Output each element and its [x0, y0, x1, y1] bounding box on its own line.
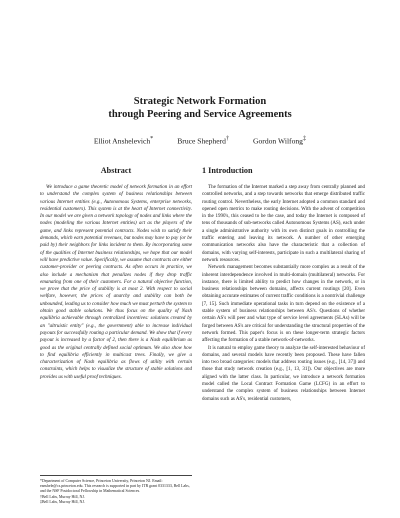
author-list — [0, 135, 400, 146]
author-name: Gordon Wilfong — [253, 136, 303, 146]
footnote: ‡Bell Labs, Murray Hill, NJ. — [40, 499, 85, 504]
footnote: †Bell Labs, Murray Hill, NJ. — [40, 494, 85, 499]
paper-title-line-2: through Peering and Service Agreements — [108, 109, 292, 120]
abstract-heading: Abstract — [100, 166, 132, 175]
author-mark: † — [225, 135, 230, 142]
left-column — [40, 166, 192, 381]
footnote: *Department of Computer Science, Princeton University, Princeton NJ. Email: eanshele@cs.princeton.edu. This research is supported in part by ITR grant 0331333, Bell Labs, and the NSF Postdoctoral Fellowship in Mathematical Sciences. — [40, 479, 190, 494]
intro-paragraph: Network management becomes substantially more complex as a result of the inherent interdependence involved in multi-domain (multilateral) networks. For instance, there is limited ability to predict how changes in the network, or in business relationships between domains, affects current routings [20]. Even obtaining accurate estimates of current traffic conditions is a nontrivial challenge [7, 15]. Such immediate operational tasks in turn depend on the existence of a stable system of business relationships between AS's. Questions of whether certain AS's will peer and what type of service level agreements (SLAs) will be forged between AS's are critical for understanding the structural properties of the network formed. This paper's focus is on these longer-term strategic factors affecting the formation of a stable network-of-networks. — [202, 265, 365, 344]
introduction-heading: 1 Introduction — [202, 166, 253, 175]
author-mark: * — [150, 135, 154, 142]
intro-paragraph: It is natural to employ game theory to analyze the self-interested behaviour of domains, and several models have recently been proposed. These have fallen into two broad categories: models that address routing issues (e.g., [14, 37]) and those that study network creation (e.g., [1, 13, 31]). Our objectives are more aligned with the latter class. In particular, we introduce a network formation model called the Local Contract Formation Game (LCFG) in an effort to understand the complex system of business relationships between Internet domains such as AS's, residential customers, — [202, 345, 365, 402]
right-column — [202, 166, 365, 403]
intro-paragraph: The formation of the Internet marked a step away from centrally planned and controlled networks, and a step towards networks that emerge distributed traffic routing control. Nevertheless, the early Internet adopted a common standard and opened open metrics to make routing decisions. With the advent of competition in the 1990's, this ceased to be the case, and today the Internet is composed of tens of thousands of sub-networks called Autonomous Systems (AS), each under a single administrative authority with its own distinct goals in controlling the traffic entering and leaving its network. A number of other emerging communication networks also have the characteristic that a collection of domains, with varying self-interests, participate in such a multilateral sharing of network resources. — [202, 185, 365, 263]
author-name: Bruce Shepherd — [177, 136, 226, 146]
author-mark: ‡ — [302, 135, 307, 142]
abstract-text: We introduce a game theoretic model of network formation in an effort to understand the complex system of business relationships between various Internet entities (e.g., Autonomous Systems, enterprise networks, residential customers). This system is at the heart of Internet connectivity. In our model we are given a network topology of nodes and links where the nodes (modeling the various Internet entities) act as the players of the game, and links represent potential contracts. Nodes wish to satisfy their demands, which earn potential revenues, but nodes may have to pay (or be paid by) their neighbors for links incident to them. By incorporating some of the qualities of Internet business relationships, we hope that our model will have predictive value. Specifically, we assume that contracts are either customer-provider or peering contracts. As often occurs in practice, we also include a mechanism that penalizes nodes if they drop traffic emanating from one of their customers. For a natural objective function, we prove that the price of stability is at most 2. With respect to social welfare, however, the prices of anarchy and stability can both be unbounded, leading us to consider how much we must perturb the system to obtain good stable solutions. We thus focus on the quality of Nash equilibria achievable through centralized incentives: solutions created by an "altruistic entity" (e.g., the government) able to increase individual payouts for successfully routing a particular demand. We show that if every payout is increased by a factor of 2, then there is a Nash equilibrium as good as the original centrally defined social optimum. We also show how to find equilibria efficiently in multicast trees. Finally, we give a characterization of Nash equilibria as flows of utility with certain constraints, which helps to visualize the structure of stable solutions and provides us with useful proof techniques. — [40, 185, 192, 380]
paper-title-line-1: Strategic Network Formation — [133, 96, 267, 107]
author-name: Elliot Anshelevich — [93, 136, 151, 146]
footnotes — [40, 475, 192, 505]
